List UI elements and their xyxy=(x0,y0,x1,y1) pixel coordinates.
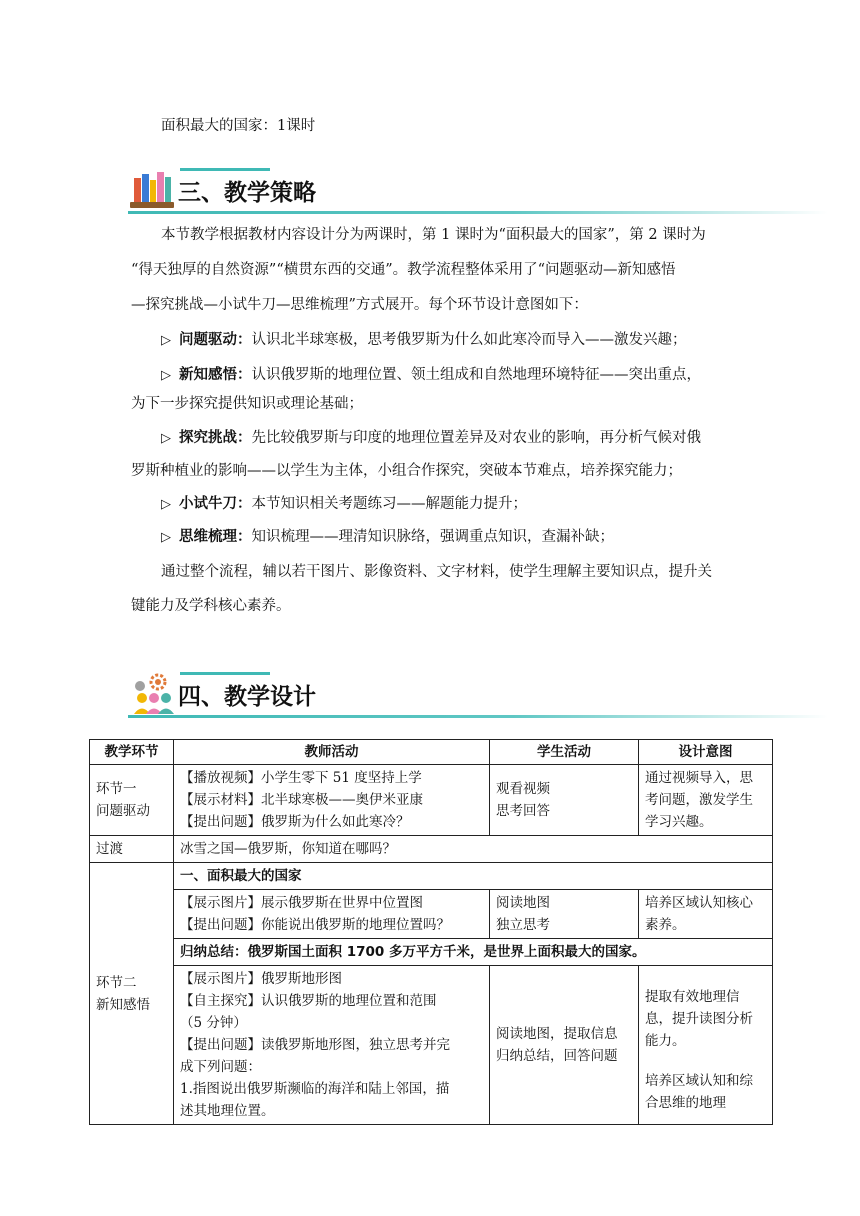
intro-line-2: “得天独厚的自然资源”“横贯东西的交通”。教学流程整体采用了“问题驱动—新知感悟 xyxy=(131,262,676,278)
heading-accent-line xyxy=(180,672,270,675)
section4-heading xyxy=(128,672,828,718)
student-cell xyxy=(490,890,639,939)
intro-line-1: 本节教学根据教材内容设计分为两课时，第 1 课时为“面积最大的国家”，第 2 课时为 xyxy=(161,227,706,243)
strategy-item xyxy=(161,330,687,351)
teacher-activity: 【展示材料】北半球寒极——奥伊米亚康 xyxy=(180,792,423,808)
triangle-bullet-icon: ▷ xyxy=(161,368,171,383)
stage-cell xyxy=(90,863,174,1125)
student-activity: 思考回答 xyxy=(496,803,550,819)
intent-cell xyxy=(639,765,773,836)
teacher-activity: （5 分钟） xyxy=(180,1015,247,1031)
teacher-activity: 1.指图说出俄罗斯濒临的海洋和陆上邻国，描 xyxy=(180,1081,450,1097)
triangle-bullet-icon: ▷ xyxy=(161,333,171,348)
strategy-label: 新知感悟： xyxy=(179,366,252,383)
header-intent: 设计意图 xyxy=(639,740,773,765)
teacher-activity: 【提出问题】你能说出俄罗斯的地理位置吗？ xyxy=(180,917,450,933)
teacher-activity: 【提出问题】俄罗斯为什么如此寒冷？ xyxy=(180,814,410,830)
table-row xyxy=(90,939,773,966)
stage-label: 环节二 xyxy=(96,974,137,991)
section3-heading xyxy=(128,168,828,214)
strategy-item xyxy=(161,365,701,386)
table-row xyxy=(90,836,773,863)
strategy-text: 认识北半球寒极，思考俄罗斯为什么如此寒冷而导入——激发兴趣； xyxy=(251,332,687,348)
teacher-activity: 述其地理位置。 xyxy=(180,1103,275,1119)
teacher-activity: 【提出问题】读俄罗斯地形图，独立思考并完 xyxy=(180,1037,450,1053)
teacher-activity: 【播放视频】小学生零下 51 度坚持上学 xyxy=(180,770,422,786)
student-activity: 阅读地图 xyxy=(496,895,550,911)
section4-title: 四、教学设计 xyxy=(178,684,316,710)
teaching-design-table xyxy=(89,739,773,1125)
strategy-label: 思维梳理： xyxy=(179,528,252,545)
strategy-label: 小试牛刀： xyxy=(179,495,252,512)
student-activity: 观看视频 xyxy=(496,781,550,797)
student-activity: 阅读地图，提取信息 xyxy=(496,1026,618,1042)
transition-text: 冰雪之国—俄罗斯，你知道在哪吗？ xyxy=(174,836,773,863)
table-row xyxy=(90,765,773,836)
strategy-text-cont: 罗斯种植业的影响——以学生为主体，小组合作探究，突破本节难点，培养探究能力； xyxy=(131,463,682,479)
strategy-item xyxy=(161,527,614,548)
stage-label: 环节一 xyxy=(96,781,137,797)
student-activity: 独立思考 xyxy=(496,917,550,933)
student-cell xyxy=(490,966,639,1125)
header-stage: 教学环节 xyxy=(90,740,174,765)
intent-cell xyxy=(639,890,773,939)
books-icon xyxy=(128,168,176,212)
design-intent: 培养区域认知和综合思维的地理 xyxy=(645,1073,753,1111)
heading-underline xyxy=(128,715,828,718)
heading-accent-line xyxy=(180,168,270,171)
stage-cell xyxy=(90,765,174,836)
section3-title: 三、教学策略 xyxy=(178,180,316,206)
team-gear-icon xyxy=(128,672,176,716)
teacher-activity: 【展示图片】展示俄罗斯在世界中位置图 xyxy=(180,895,423,911)
stage-cell: 过渡 xyxy=(90,836,174,863)
subsection-heading: 一、面积最大的国家 xyxy=(174,863,773,890)
triangle-bullet-icon: ▷ xyxy=(161,530,171,545)
design-intent: 提取有效地理信息，提升读图分析能力。 xyxy=(645,989,753,1049)
table-row xyxy=(90,890,773,939)
strategy-item xyxy=(161,428,701,449)
strategy-text-cont: 为下一步探究提供知识或理论基础； xyxy=(131,396,363,412)
teacher-activity: 【展示图片】俄罗斯地形图 xyxy=(180,971,342,987)
heading-underline xyxy=(128,211,828,214)
teacher-cell xyxy=(174,765,490,836)
design-intent: 通过视频导入，思考问题，激发学生学习兴趣。 xyxy=(645,770,753,830)
strategy-label: 探究挑战： xyxy=(179,429,252,446)
stage-label: 新知感悟 xyxy=(96,996,150,1013)
strategy-item xyxy=(161,494,527,515)
table-row xyxy=(90,863,773,890)
header-student: 学生活动 xyxy=(490,740,639,765)
outro-line-2: 键能力及学科核心素养。 xyxy=(131,598,291,614)
table-row xyxy=(90,966,773,1125)
table-header-row xyxy=(90,740,773,765)
triangle-bullet-icon: ▷ xyxy=(161,497,171,512)
strategy-text: 知识梳理——理清知识脉络，强调重点知识，查漏补缺； xyxy=(251,529,614,545)
teacher-cell xyxy=(174,890,490,939)
summary-text: 归纳总结：俄罗斯国土面积 1700 多万平方千米，是世界上面积最大的国家。 xyxy=(174,939,773,966)
header-teacher: 教师活动 xyxy=(174,740,490,765)
intent-cell xyxy=(639,966,773,1125)
strategy-text: 本节知识相关考题练习——解题能力提升； xyxy=(251,496,527,512)
outro-line-1: 通过整个流程，辅以若干图片、影像资料、文字材料，使学生理解主要知识点，提升关 xyxy=(161,564,712,580)
teacher-activity: 【自主探究】认识俄罗斯的地理位置和范围 xyxy=(180,993,437,1009)
triangle-bullet-icon: ▷ xyxy=(161,431,171,446)
strategy-text: 认识俄罗斯的地理位置、领土组成和自然地理环境特征——突出重点， xyxy=(251,367,701,383)
strategy-label: 问题驱动： xyxy=(179,331,252,348)
design-intent: 培养区域认知核心素养。 xyxy=(645,895,753,933)
strategy-text: 先比较俄罗斯与印度的地理位置差异及对农业的影响，再分析气候对俄 xyxy=(251,430,701,446)
teacher-cell xyxy=(174,966,490,1125)
teacher-activity: 成下列问题： xyxy=(180,1059,261,1075)
stage-label: 问题驱动 xyxy=(96,803,150,819)
lesson-hours-text: 面积最大的国家：1课时 xyxy=(161,118,316,134)
intro-line-3: —探究挑战—小试牛刀—思维梳理”方式展开。每个环节设计意图如下： xyxy=(131,297,588,313)
student-cell xyxy=(490,765,639,836)
student-activity: 归纳总结，回答问题 xyxy=(496,1048,618,1064)
